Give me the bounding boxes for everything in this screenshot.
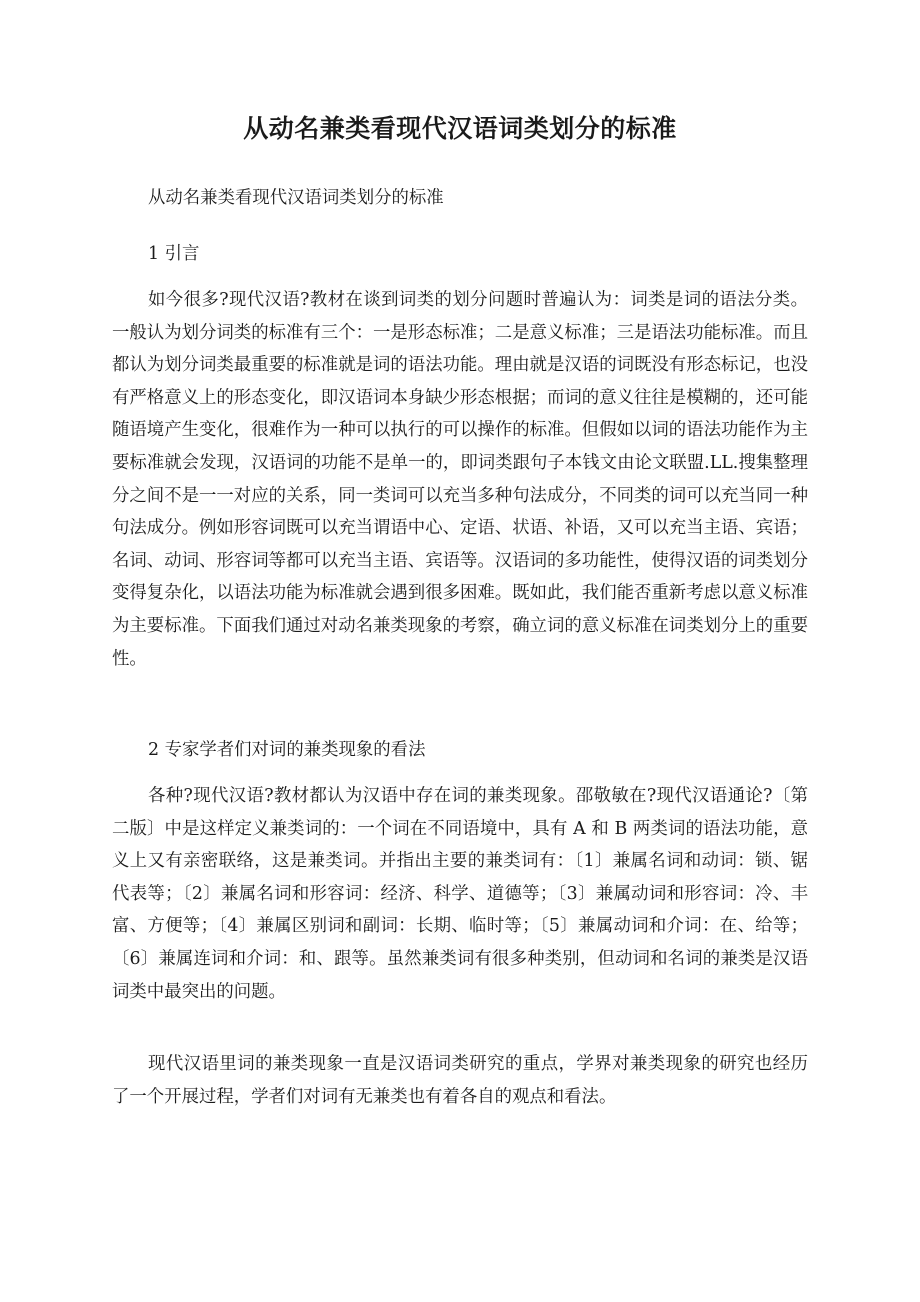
document-title: 从动名兼类看现代汉语词类划分的标准 [243,114,677,143]
paragraph-expert-views-1: 各种?现代汉语?教材都认为汉语中存在词的兼类现象。邵敬敏在?现代汉语通论?〔第二版〕中是这样定义兼类词的：一个词在不同语境中，具有 A 和 B 两类词的语法功能，意义上又有亲密联络，这是兼类词。并指出主要的兼类词有：〔1〕兼属名词和动词：锁、锯代表等；〔2〕兼属名词和形容词：经济、科学、道德等；〔3〕兼属动词和形容词：冷、丰富、方便等；〔4〕兼属区别词和副词：长期、临时等；〔5〕兼属动词和介词：在、给等；〔6〕兼属连词和介词：和、跟等。虽然兼类词有很多种类别，但动词和名词的兼类是汉语词类中最突出的问题。 [112,786,808,1002]
paragraph-expert-views-2: 现代汉语里词的兼类现象一直是汉语词类研究的重点，学界对兼类现象的研究也经历了一个开展过程，学者们对词有无兼类也有着各自的观点和看法。 [112,1054,808,1107]
paragraph-introduction: 如今很多?现代汉语?教材在谈到词类的划分问题时普遍认为：词类是词的语法分类。一般认为划分词类的标准有三个：一是形态标准；二是意义标准；三是语法功能标准。而且都认为划分词类最重要的标准就是词的语法功能。理由就是汉语的词既没有形态标记，也没有严格意义上的形态变化，即汉语词本身缺少形态根据；而词的意义往往是模糊的，还可能随语境产生变化，很难作为一种可以执行的可以操作的标准。但假如以词的语法功能作为主要标准就会发现，汉语词的功能不是单一的，即词类跟句子本钱文由论文联盟.LL.搜集整理分之间不是一一对应的关系，同一类词可以充当多种句法成分，不同类的词可以充当同一种句法成分。例如形容词既可以充当谓语中心、定语、状语、补语，又可以充当主语、宾语；名词、动词、形容词等都可以充当主语、宾语等。汉语词的多功能性，使得汉语的词类划分变得复杂化，以语法功能为标准就会遇到很多困难。既如此，我们能否重新考虑以意义标准为主要标准。下面我们通过对动名兼类现象的考察，确立词的意义标准在词类划分上的重要性。 [112,290,808,669]
section-heading-expert-views: 2 专家学者们对词的兼类现象的看法 [148,740,426,760]
section-heading-introduction: 1 引言 [148,244,200,264]
document-subtitle: 从动名兼类看现代汉语词类划分的标准 [148,188,444,208]
